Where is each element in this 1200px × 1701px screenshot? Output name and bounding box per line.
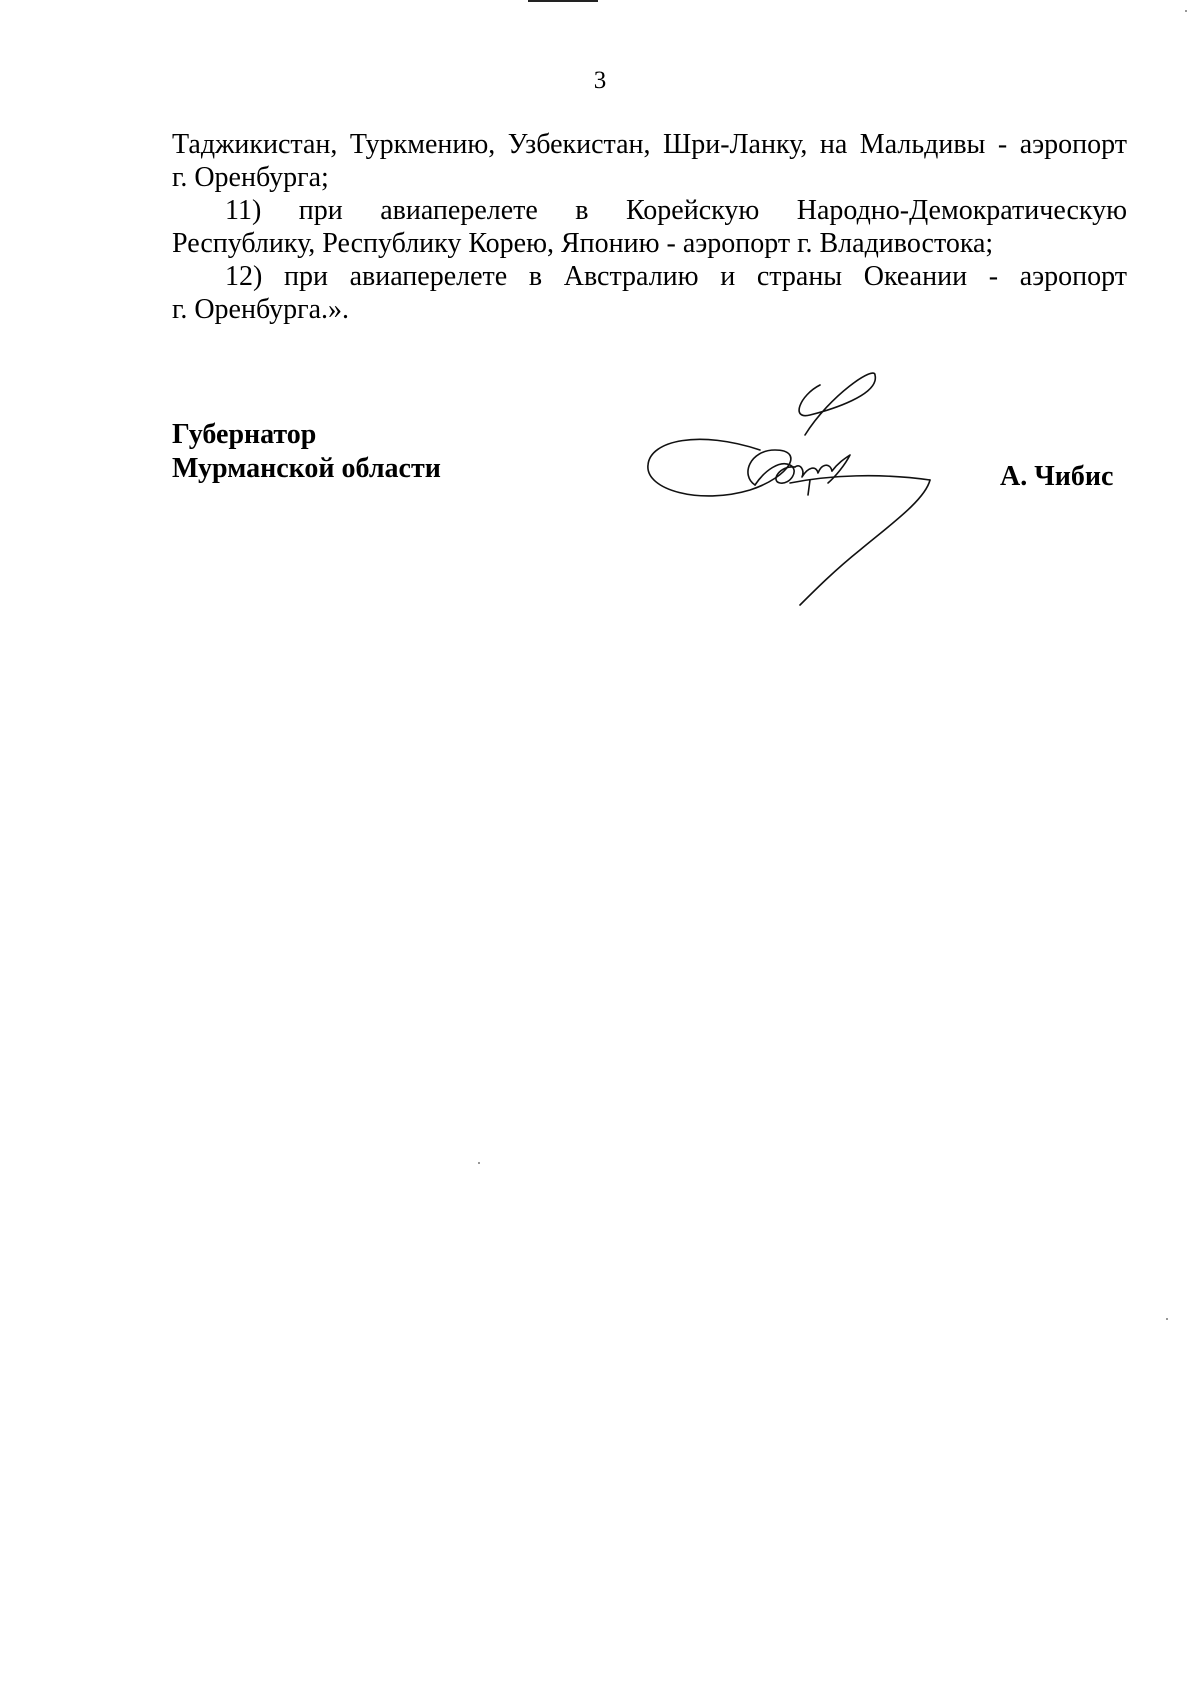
paragraph-continuation — [172, 128, 1127, 194]
paragraph-line: г. Оренбурга; — [172, 162, 329, 193]
paragraph-line: 12) при авиаперелете в Австралию и страны Океании - аэропорт — [225, 261, 1127, 292]
scan-speck — [478, 1162, 480, 1164]
signatory-region: Мурманской области — [172, 453, 441, 484]
paragraph-line: Республику, Республику Корею, Японию - аэропорт г. Владивостока; — [172, 228, 994, 259]
handwritten-signature — [640, 355, 940, 615]
signatory-name: А. Чибис — [1000, 461, 1114, 492]
signatory-position: Губернатор — [172, 419, 317, 450]
paragraph-line: 11) при авиаперелете в Корейскую Народно-Демократическую — [225, 195, 1127, 226]
page-number: 3 — [593, 67, 607, 94]
paragraph-line: г. Оренбурга.». — [172, 294, 350, 325]
paragraph-item-12 — [172, 260, 1127, 326]
top-edge-rule — [528, 0, 598, 2]
scan-speck — [1185, 10, 1187, 12]
scan-speck — [1166, 1318, 1168, 1320]
document-body — [172, 128, 1127, 326]
paragraph-item-11 — [172, 194, 1127, 260]
signatory-title — [172, 418, 441, 486]
paragraph-line: Таджикистан, Туркмению, Узбекистан, Шри-Ланку, на Мальдивы - аэропорт — [172, 129, 1127, 160]
